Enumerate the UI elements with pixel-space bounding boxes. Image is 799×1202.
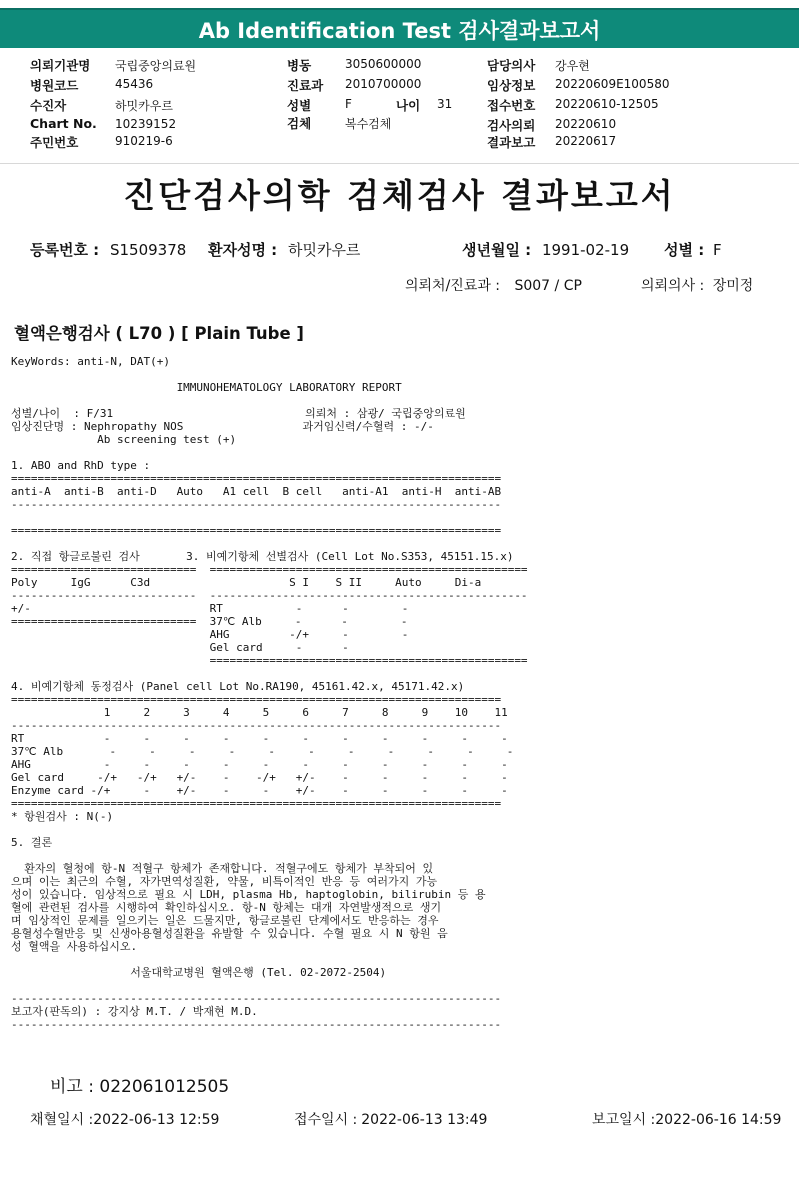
dob-label: 생년월일 : <box>462 241 532 259</box>
dept <box>405 275 582 295</box>
meta-key: 결과보고 <box>487 135 536 150</box>
report-line: 환자의 혈청에 항-N 적혈구 항체가 존재합니다. 적혈구에도 항체가 부착되어 있 <box>11 862 434 875</box>
report-line: ================================================ <box>11 654 528 667</box>
meta-value: 20220609E100580 <box>555 77 670 91</box>
report-line: 2. 직접 항글로불린 검사 3. 비예기항체 선별검사 (Cell Lot No.S353, 45151.15.x) <box>11 550 514 563</box>
collect-time <box>30 1109 219 1129</box>
sex-label: 성별 : <box>664 241 705 259</box>
report-line: KeyWords: anti-N, DAT(+) <box>11 355 170 368</box>
age-key: 나이 <box>396 98 421 113</box>
meta-value: 3050600000 <box>345 57 422 71</box>
report-line: * 항원검사 : N(-) <box>11 810 114 823</box>
meta-value: 910219-6 <box>115 134 173 148</box>
meta-value: F <box>345 97 352 111</box>
divider <box>0 163 799 164</box>
report-line: 성별/나이 : F/31 의뢰처 : 삼광/ 국립중앙의료원 <box>11 407 466 420</box>
meta-value: 10239152 <box>115 117 177 131</box>
meta-value: 2010700000 <box>345 77 422 91</box>
doctor <box>641 275 753 295</box>
report-line: ========================================================================== <box>11 524 502 537</box>
report-line <box>11 537 791 550</box>
report-line: anti-A anti-B anti-D Auto A1 cell B cell anti-A1 anti-H anti-AB <box>11 485 502 498</box>
receive-value: 2022-06-13 13:49 <box>361 1112 488 1128</box>
report-line <box>11 823 791 836</box>
lab-report-text <box>11 355 791 1031</box>
sex <box>664 239 722 260</box>
report-line: -------------------------------------------------------------------------- <box>11 1018 502 1031</box>
remark-label: 비고 : <box>50 1077 94 1097</box>
meta-value: 국립중앙의료원 <box>115 59 197 73</box>
meta-key: Chart No. <box>30 116 97 131</box>
meta-value: 복수검체 <box>345 117 392 131</box>
meta-key: 진료과 <box>287 78 324 93</box>
report-line: ============================ 37℃ Alb - - - <box>11 615 408 628</box>
report-line: Gel card -/+ -/+ +/- - -/+ +/- - - - - - <box>11 771 508 784</box>
report-line: Poly IgG C3d S I S II Auto Di-a <box>11 576 482 589</box>
meta-key: 의뢰기관명 <box>30 58 91 73</box>
report-line <box>11 849 791 862</box>
meta-block <box>0 0 799 160</box>
meta-value: 20220610-12505 <box>555 97 659 111</box>
patient-name-label: 환자성명 : <box>208 241 278 259</box>
report-line <box>11 511 791 524</box>
report-line: -------------------------------------------------------------------------- <box>11 992 502 1005</box>
report-line <box>11 953 791 966</box>
meta-key: 병동 <box>287 58 312 73</box>
report-line: -------------------------------------------------------------------------- <box>11 498 502 511</box>
meta-key: 접수번호 <box>487 98 536 113</box>
report-line <box>11 368 791 381</box>
report-line <box>11 979 791 992</box>
report-time <box>592 1109 781 1129</box>
report-line: ============================ ================================================ <box>11 563 528 576</box>
meta-key: 담당의사 <box>487 58 536 73</box>
doctor-label: 의뢰의사 : <box>641 278 705 294</box>
section-title: 혈액은행검사 ( L70 ) [ Plain Tube ] <box>14 324 304 343</box>
report-line: 혈에 관련된 검사를 시행하여 확인하십시오. 항-N 항체는 대개 자연발생적으로 생기 <box>11 901 442 914</box>
meta-key: 검체 <box>287 116 312 131</box>
meta-key: 임상정보 <box>487 78 536 93</box>
dept-value: S007 / CP <box>514 278 582 294</box>
report-line: 성 혈액을 사용하십시오. <box>11 940 138 953</box>
report-line: 37℃ Alb - - - - - - - - - - - <box>11 745 514 758</box>
remark-value: 022061012505 <box>99 1077 230 1097</box>
report-line: +/- RT - - - <box>11 602 409 615</box>
report-line: 1. ABO and RhD type : <box>11 459 151 472</box>
meta-value: 20220610 <box>555 117 617 131</box>
report-line: ========================================================================== <box>11 797 502 810</box>
report-line <box>11 394 791 407</box>
report-line: 보고자(판독의) : 강지상 M.T. / 박재현 M.D. <box>11 1005 258 1018</box>
report-line: 1 2 3 4 5 6 7 8 9 10 11 <box>11 706 508 719</box>
receive-label: 접수일시 : <box>294 1112 358 1128</box>
meta-value: 45436 <box>115 77 154 91</box>
report-line: Enzyme card -/+ - +/- - - +/- - - - - - <box>11 784 508 797</box>
report-line: Ab screening test (+) <box>11 433 237 446</box>
report-line <box>11 667 791 680</box>
report-line <box>11 446 791 459</box>
report-line: 성이 있습니다. 임상적으로 필요 시 LDH, plasma Hb, haptoglobin, bilirubin 등 용 <box>11 888 486 901</box>
age-value: 31 <box>437 97 453 111</box>
reg-no <box>30 239 186 260</box>
report-line: AHG -/+ - - <box>11 628 409 641</box>
meta-key: 성별 <box>287 98 312 113</box>
patient-name <box>208 239 360 260</box>
report-line: 용혈성수혈반응 및 신생아용혈성질환을 유발할 수 있습니다. 수혈 필요 시 N 항원 음 <box>11 927 448 940</box>
report-label: 보고일시 : <box>592 1112 656 1128</box>
report-line: ========================================================================== <box>11 472 502 485</box>
report-line: 5. 결론 <box>11 836 53 849</box>
report-line: -------------------------------------------------------------------------- <box>11 719 502 732</box>
dept-label: 의뢰처/진료과 : <box>405 278 501 294</box>
meta-key: 주민번호 <box>30 135 79 150</box>
meta-key: 검사의뢰 <box>487 118 536 133</box>
dob <box>462 239 629 260</box>
sex-value: F <box>712 241 722 259</box>
report-line: 4. 비예기항체 동정검사 (Panel cell Lot No.RA190, 45161.42.x, 45171.42.x) <box>11 680 465 693</box>
report-line: AHG - - - - - - - - - - - <box>11 758 508 771</box>
doctor-value: 장미정 <box>712 278 754 294</box>
reg-no-value: S1509378 <box>109 241 187 259</box>
collect-value: 2022-06-13 12:59 <box>93 1112 220 1128</box>
report-line: Gel card - - <box>11 641 349 654</box>
report-line: RT - - - - - - - - - - - <box>11 732 508 745</box>
header-banner: Ab Identification Test 검사결과보고서 <box>0 8 799 48</box>
remark <box>50 1072 229 1097</box>
report-line: 임상진단명 : Nephropathy NOS 과거임신력/수혈력 : -/- <box>11 420 434 433</box>
report-value: 2022-06-16 14:59 <box>655 1112 782 1128</box>
report-title: 진단검사의학 검체검사 결과보고서 <box>123 176 676 215</box>
report-line: ========================================================================== <box>11 693 502 706</box>
meta-value: 강우현 <box>555 59 590 73</box>
dob-value: 1991-02-19 <box>541 241 630 259</box>
report-line: IMMUNOHEMATOLOGY LABORATORY REPORT <box>11 381 402 394</box>
report-line: 으며 이는 최근의 수혈, 자가면역성질환, 약물, 비특이적인 반응 등 여러가지 가능 <box>11 875 438 888</box>
patient-name-value: 하밋카우르 <box>287 241 361 259</box>
report-line: 서울대학교병원 혈액은행 (Tel. 02-2072-2504) <box>11 966 387 979</box>
meta-value: 하밋카우르 <box>115 99 173 113</box>
meta-value: 20220617 <box>555 134 617 148</box>
meta-key: 수진자 <box>30 98 67 113</box>
report-line: 며 임상적인 문제를 일으키는 일은 드물지만, 항글로불린 단계에서도 반응하는 경우 <box>11 914 439 927</box>
receive-time <box>294 1109 487 1129</box>
collect-label: 채혈일시 : <box>30 1112 94 1128</box>
report-line: ---------------------------- ------------------------------------------------ <box>11 589 528 602</box>
reg-no-label: 등록번호 : <box>30 241 100 259</box>
meta-key: 병원코드 <box>30 78 79 93</box>
